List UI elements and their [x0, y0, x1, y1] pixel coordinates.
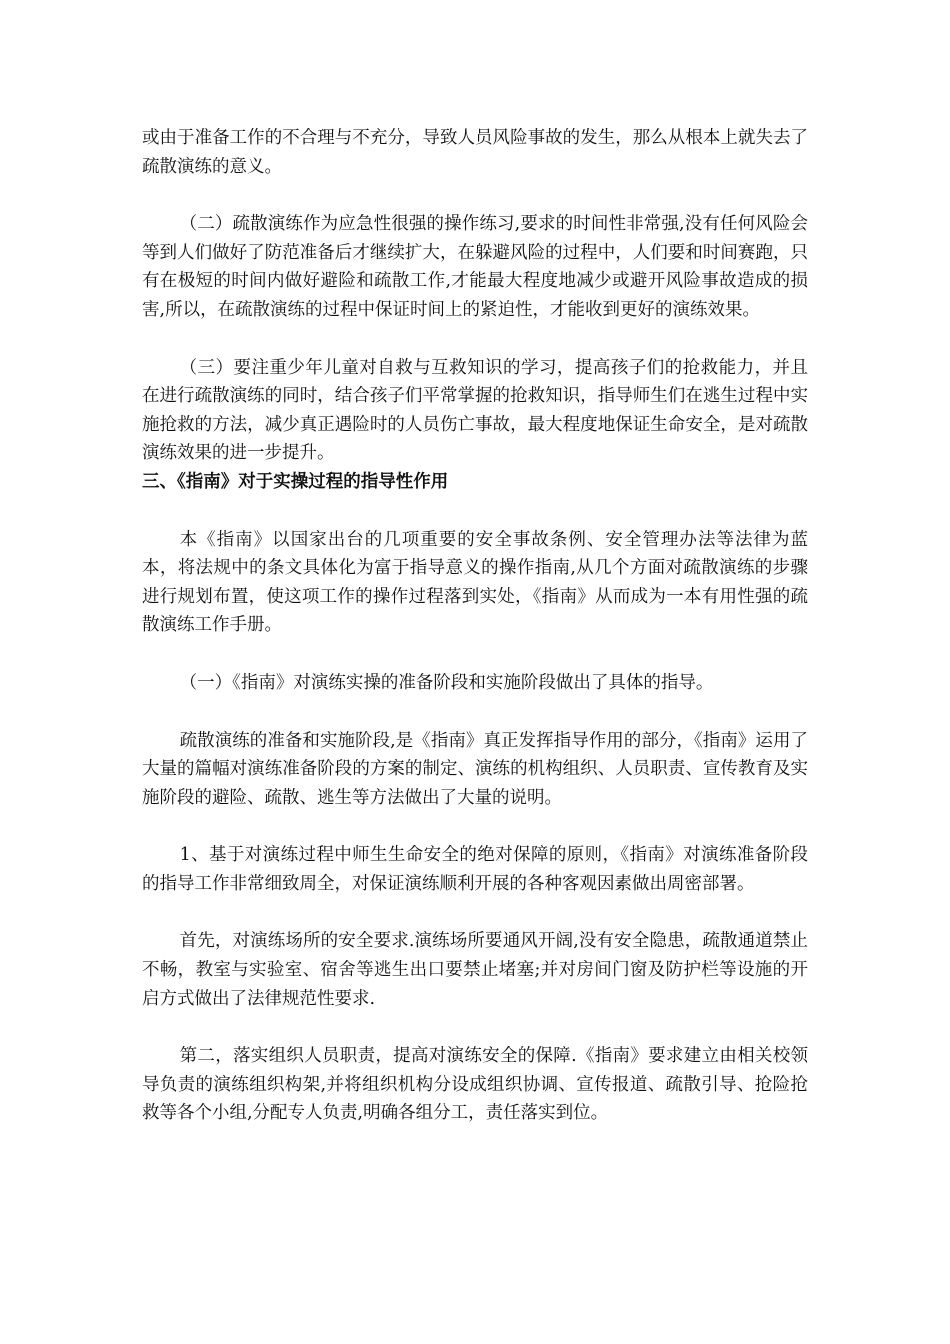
- section-heading-three: 三、《指南》对于实操过程的指导性作用: [142, 471, 449, 492]
- paragraph-point-two: （二）疏散演练作为应急性很强的操作练习,要求的时间性非常强,没有任何风险会等到人们做好了防范准备后才继续扩大，在躲避风险的过程中，人们要和时间赛跑，只有在极短的时间内做好避险和疏散工作,才能最大程度地减少或避开风险事故造成的损害,所以，在疏散演练的过程中保证时间上的紧迫性，才能收到更好的演练效果。: [142, 214, 808, 320]
- paragraph-subsection-one: （一）《指南》对演练实操的准备阶段和实施阶段做出了具体的指导。: [179, 672, 714, 693]
- paragraph-first-venue: 首先，对演练场所的安全要求.演练场所要通风开阔,没有安全隐患，疏散通道禁止不畅，教室与实验室、宿舍等逃生出口要禁止堵塞;并对房间门窗及防护栏等设施的开启方式做出了法律规范性要求.: [142, 931, 808, 1009]
- document-body: [142, 124, 808, 1128]
- paragraph-continuation: 或由于准备工作的不合理与不充分，导致人员风险事故的发生，那么从根本上就失去了疏散演练的意义。: [142, 128, 808, 177]
- paragraph-second-staff: 第二，落实组织人员职责，提高对演练安全的保障.《指南》要求建立由相关校领导负责的演练组织构架,并将组织机构分设成组织协调、宣传报道、疏散引导、抢险抢救等各个小组,分配专人负责,明确各组分工，责任落实到位。: [142, 1046, 808, 1124]
- paragraph-point-three: （三）要注重少年儿童对自救与互救知识的学习，提高孩子们的抢救能力，并且在进行疏散演练的同时，结合孩子们平常掌握的抢救知识，指导师生们在逃生过程中实施抢救的方法，减少真正遇险时的人员伤亡事故，最大程度地保证生命安全，是对疏散演练效果的进一步提升。: [142, 357, 808, 464]
- paragraph-item-one: 1、基于对演练过程中师生生命安全的绝对保障的原则，《指南》对演练准备阶段的指导工作非常细致周全，对保证演练顺利开展的各种客观因素做出周密部署。: [142, 845, 808, 894]
- paragraph-preparation-stage: 疏散演练的准备和实施阶段,是《指南》真正发挥指导作用的部分，《指南》运用了大量的篇幅对演练准备阶段的方案的制定、演练的机构组织、人员职责、宣传教育及实施阶段的避险、疏散、逃生等方法做出了大量的说明。: [142, 730, 808, 808]
- paragraph-guide-intro: 本《指南》以国家出台的几项重要的安全事故条例、安全管理办法等法律为蓝本，将法规中的条文具体化为富于指导意义的操作指南,从几个方面对疏散演练的步骤进行规划布置，使这项工作的操作过程落到实处，《指南》从而成为一本有用性强的疏散演练工作手册。: [142, 529, 808, 636]
